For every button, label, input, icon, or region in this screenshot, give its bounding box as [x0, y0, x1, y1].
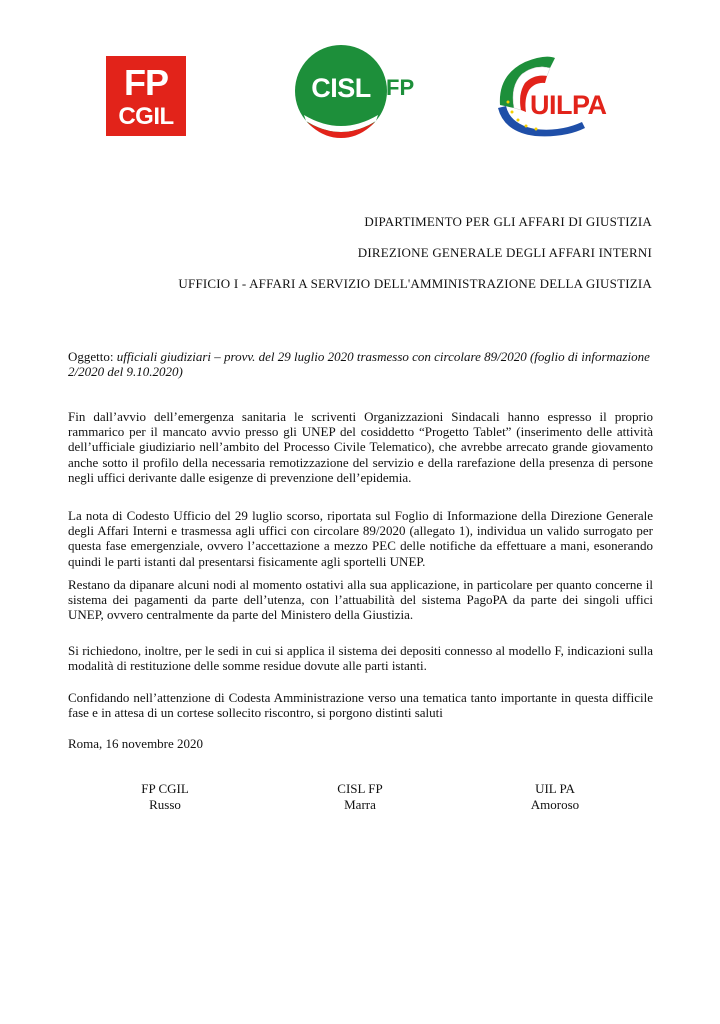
fp-cgil-logo-line2: CGIL	[118, 103, 174, 130]
cisl-fp-logo	[290, 45, 430, 140]
signature-uil-pa	[495, 781, 615, 813]
subject-label: Oggetto:	[68, 349, 114, 364]
cisl-fp-logo-suffix: FP	[386, 75, 415, 100]
body-paragraph-2: La nota di Codesto Ufficio del 29 luglio scorso, riportata sul Foglio di Informazione della Direzione Generale degli Affari Interni e trasmessa agli uffici con circolare 89/2020 (allegato 1), individua un valido surrogato per questa fase emergenziale, ovvero l’accettazione a mezzo PEC delle notifiche da effettuare a mani, esonerando quindi le parti istanti dal presentarsi fisicamente agli sportelli UNEP.	[68, 508, 653, 569]
signature-org: FP CGIL	[141, 781, 189, 796]
body-paragraph-3: Restano da dipanare alcuni nodi al momento ostativi alla sua applicazione, in particolare per quanto concerne il sistema dei pagamenti da parte dell’utenza, con l’attuabilità del sistema PagoPA da parte dei singoli uffici UNEP, ovvero centralmente da parte del Ministero della Giustizia.	[68, 577, 653, 623]
uilpa-logo-text: UILPA	[530, 90, 607, 120]
signature-cisl-fp	[300, 781, 420, 813]
body-paragraph-5: Confidando nell’attenzione di Codesta Amministrazione verso una tematica tanto importante in questa difficile fase e in attesa di un cortese sollecito riscontro, si porgono distinti saluti	[68, 690, 653, 721]
body-paragraph-1: Fin dall’avvio dell’emergenza sanitaria le scriventi Organizzazioni Sindacali hanno espresso il proprio rammarico per il mancato avvio presso gli UNEP del cosiddetto “Progetto Tablet” (inserimento delle attività dell’ufficiale giudiziario nell’ambito del Processo Civile Telematico), che avrebbe arrecato grande giovamento anche sotto il profilo della necessaria remotizzazione del servizio e della rarefazione della presenza di persone negli uffici derivante dalle esigenze di prevenzione dell’epidemia.	[68, 409, 653, 485]
fp-cgil-logo-line1: FP	[123, 62, 168, 103]
uilpa-logo	[490, 50, 620, 140]
signature-name: Amoroso	[530, 797, 580, 812]
signature-name: Marra	[344, 797, 376, 812]
subject-line	[68, 349, 653, 379]
fp-cgil-logo	[106, 56, 186, 136]
recipient-directorate: DIREZIONE GENERALE DEGLI AFFARI INTERNI	[357, 245, 652, 260]
signature-fp-cgil	[105, 781, 225, 813]
recipient-department: DIPARTIMENTO PER GLI AFFARI DI GIUSTIZIA	[364, 214, 652, 229]
cisl-logo-text: CISL	[311, 73, 371, 103]
subject-text: ufficiali giudiziari – provv. del 29 luglio 2020 trasmesso con circolare 89/2020 (foglio di informazione 2/2020 del 9.10.2020)	[68, 349, 650, 379]
date-line: Roma, 16 novembre 2020	[68, 736, 204, 751]
signature-org: CISL FP	[337, 781, 383, 796]
body-paragraph-4: Si richiedono, inoltre, per le sedi in cui si applica il sistema dei depositi connesso al modello F, indicazioni sulla modalità di restituzione delle somme residue dovute alle parti istanti.	[68, 643, 653, 674]
signature-org: UIL PA	[535, 781, 575, 796]
recipient-office: UFFICIO I - AFFARI A SERVIZIO DELL'AMMINISTRAZIONE DELLA GIUSTIZIA	[178, 276, 652, 291]
signature-name: Russo	[149, 797, 181, 812]
logo-bar	[0, 45, 720, 145]
